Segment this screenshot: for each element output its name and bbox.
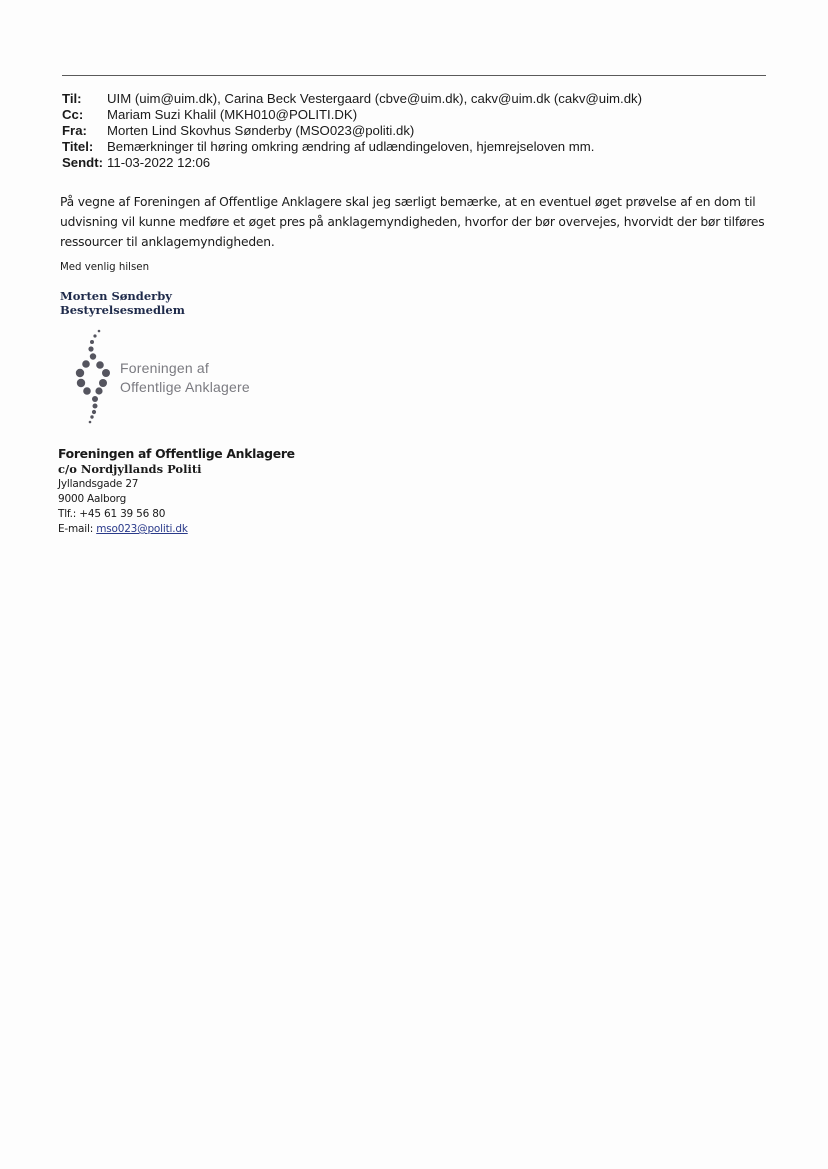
logo-text-line1: Foreningen af (120, 360, 209, 376)
header-value-sent: 11-03-2022 12:06 (107, 155, 211, 170)
header-row-to (62, 91, 642, 107)
header-label-subject: Titel: (62, 139, 94, 154)
organization-phone: Tlf.: +45 61 39 56 80 (58, 508, 166, 520)
header-value-from: Morten Lind Skovhus Sønderby (MSO023@politi.dk) (107, 123, 415, 138)
organization-city: 9000 Aalborg (58, 493, 127, 505)
organization-address (58, 446, 295, 537)
logo-text-line2: Offentlige Anklagere (120, 379, 250, 395)
signature-name: Morten Sønderby (60, 289, 172, 303)
header-divider (62, 75, 766, 76)
email-body-paragraph: På vegne af Foreningen af Offentlige Anklagere skal jeg særligt bemærke, at en eventuel øget prøvelse af en dom til udvisning vil kunne medføre et øget pres på anklagemyndigheden, hvorfor der bør overvejes, hvorvidt der bør tilføres ressourcer til anklagemyndigheden. (60, 195, 765, 249)
organization-logo (70, 327, 270, 431)
logo-dots-icon (70, 327, 120, 431)
organization-email-row (58, 522, 295, 537)
header-label-from: Fra: (62, 123, 87, 138)
header-row-subject (62, 139, 642, 155)
organization-street: Jyllandsgade 27 (58, 478, 139, 490)
organization-care-of: c/o Nordjyllands Politi (58, 462, 202, 476)
header-label-sent: Sendt: (62, 155, 104, 170)
email-label: E-mail: (58, 523, 97, 535)
header-label-cc: Cc: (62, 107, 84, 122)
header-value-to: UIM (uim@uim.dk), Carina Beck Vestergaard (cbve@uim.dk), cakv@uim.dk (cakv@uim.dk) (107, 91, 643, 106)
organization-name: Foreningen af Offentlige Anklagere (58, 446, 295, 461)
signature-title: Bestyrelsesmedlem (60, 303, 185, 317)
header-row-from (62, 123, 642, 139)
header-value-cc: Mariam Suzi Khalil (MKH010@POLITI.DK) (107, 107, 358, 122)
email-headers (62, 91, 642, 171)
closing-greeting: Med venlig hilsen (60, 262, 150, 273)
header-row-cc (62, 107, 642, 123)
header-label-to: Til: (62, 91, 82, 106)
email-link[interactable]: mso023@politi.dk (96, 523, 188, 535)
header-value-subject: Bemærkninger til høring omkring ændring af udlændingeloven, hjemrejseloven mm. (107, 139, 595, 154)
header-row-sent (62, 155, 642, 171)
signature-block (60, 289, 185, 317)
